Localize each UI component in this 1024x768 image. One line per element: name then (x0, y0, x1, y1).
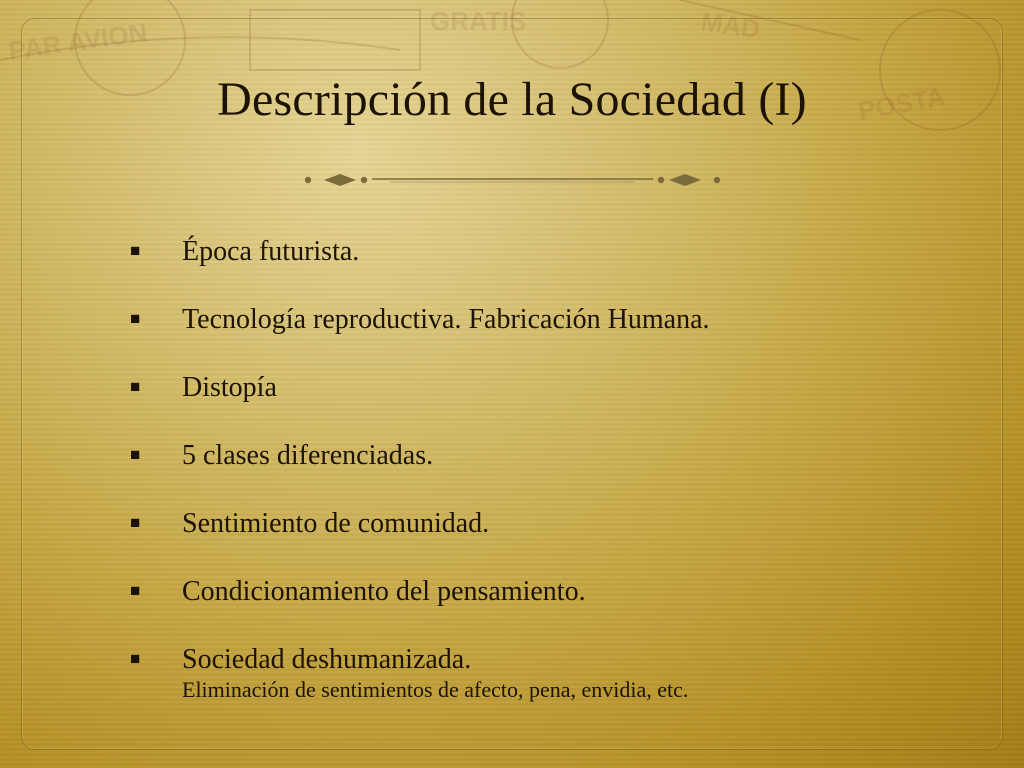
bullet-text: Época futurista. (182, 236, 360, 267)
bullet-item (130, 636, 970, 704)
svg-text:MAD: MAD (699, 6, 762, 45)
square-bullet-icon: ■ (130, 513, 141, 532)
square-bullet-icon: ■ (130, 581, 141, 600)
bullet-text: Distopía (182, 372, 277, 403)
bullet-text: Sociedad deshumanizada. (182, 644, 472, 675)
bullet-item (130, 228, 970, 296)
bullet-item (130, 364, 970, 432)
bullet-list (130, 228, 970, 704)
bullet-item (130, 296, 970, 364)
bullet-text: Sentimiento de comunidad. (182, 508, 490, 539)
square-bullet-icon: ■ (130, 649, 141, 668)
bullet-text: Condicionamiento del pensamiento. (182, 576, 586, 607)
svg-text:GRATIS: GRATIS (430, 6, 527, 36)
square-bullet-icon: ■ (130, 309, 141, 328)
bullet-text: Tecnología reproductiva. Fabricación Humana. (182, 304, 710, 335)
svg-text:POSTA: POSTA (855, 81, 948, 126)
svg-text:PAR AVION: PAR AVION (6, 16, 150, 66)
square-bullet-icon: ■ (130, 445, 141, 464)
bullet-item (130, 500, 970, 568)
title-divider-ornament (300, 166, 725, 194)
bullet-item (130, 568, 970, 636)
slide-title: Descripción de la Sociedad (I) (217, 73, 807, 126)
square-bullet-icon: ■ (130, 377, 141, 396)
bullet-item (130, 432, 970, 500)
bullet-subtext: Eliminación de sentimientos de afecto, pena, envidia, etc. (182, 677, 689, 702)
bullet-text: 5 clases diferenciadas. (182, 440, 434, 471)
square-bullet-icon: ■ (130, 241, 141, 260)
